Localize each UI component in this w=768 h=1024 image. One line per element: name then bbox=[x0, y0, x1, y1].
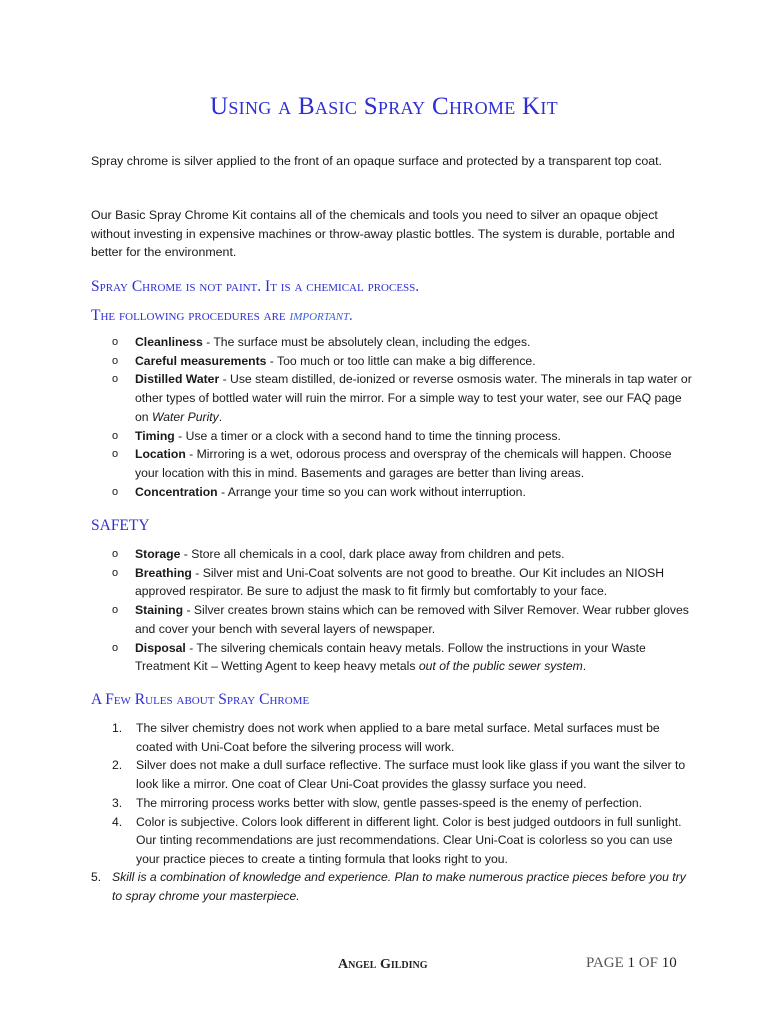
page-total: 10 bbox=[661, 955, 677, 971]
item-emphasis: Water Purity bbox=[151, 409, 219, 424]
rule-number: 5. bbox=[91, 870, 102, 884]
item-term: Breathing bbox=[135, 565, 192, 580]
item-text: - Silver creates brown stains which can be removed with Silver Remover. Wear rubber gloves and cover your bench with several layers of newspaper. bbox=[135, 603, 689, 636]
item-term: Distilled Water bbox=[135, 372, 220, 387]
item-term: Location bbox=[135, 447, 186, 462]
footer-page-number bbox=[586, 955, 677, 972]
heading-rules: A Few Rules about Spray Chrome bbox=[91, 691, 310, 708]
bullet-marker: o bbox=[112, 373, 119, 386]
procedures-list bbox=[112, 333, 692, 501]
list-item bbox=[112, 333, 692, 352]
list-item bbox=[112, 545, 692, 564]
rule-text: Skill is a combination of knowledge and experience. Plan to make numerous practice pieces before you try to spray chrome your masterpiece. bbox=[112, 870, 686, 903]
intro-paragraph-2: Our Basic Spray Chrome Kit contains all of the chemicals and tools you need to silver an opaque object without investing in expensive machines or throw-away plastic bottles. The system is durable, portable and better for the environment. bbox=[91, 208, 675, 259]
bullet-marker: o bbox=[112, 485, 119, 498]
item-text: - Use a timer or a clock with a second hand to time the tinning process. bbox=[174, 428, 561, 443]
list-item bbox=[112, 564, 692, 601]
list-item bbox=[112, 427, 692, 446]
bullet-marker: o bbox=[112, 566, 119, 579]
bullet-marker: o bbox=[112, 429, 119, 442]
list-item bbox=[112, 352, 692, 371]
item-term: Timing bbox=[135, 428, 175, 443]
rules-list bbox=[112, 719, 692, 869]
item-term: Disposal bbox=[135, 640, 186, 655]
list-item bbox=[112, 483, 692, 502]
bullet-marker: o bbox=[112, 448, 119, 461]
rule-text: The silver chemistry does not work when applied to a bare metal surface. Metal surfaces must be coated with Uni-Coat before the silvering process will work. bbox=[136, 721, 660, 754]
item-term: Cleanliness bbox=[135, 335, 203, 349]
item-emphasis: out of the public sewer system bbox=[418, 659, 583, 674]
bullet-marker: o bbox=[112, 354, 119, 367]
item-term: Storage bbox=[135, 547, 181, 561]
safety-list bbox=[112, 545, 692, 676]
rule-text: Color is subjective. Colors look different in different light. Color is best judged outdoors in full sunlight. Our tinting recommendations are just recommendations. Clear Uni-Coat is colorless so you can use your practice pieces to create a tinting formula that looks right to you. bbox=[136, 814, 682, 866]
item-text: - Store all chemicals in a cool, dark place away from children and pets. bbox=[180, 547, 565, 561]
heading-procedures-emphasis: important. bbox=[289, 307, 354, 324]
footer-company-name: Angel Gilding bbox=[338, 957, 428, 972]
intro-paragraph-1: Spray chrome is silver applied to the front of an opaque surface and protected by a transparent top coat. bbox=[91, 154, 662, 168]
rule-number: 3. bbox=[112, 795, 123, 810]
item-text: - Use steam distilled, de-ionized or reverse osmosis water. The minerals in tap water or other types of bottled water will ruin the mirror. For a simple way to test your water, see our FAQ page on bbox=[135, 372, 692, 424]
rule-number: 1. bbox=[112, 721, 123, 735]
of-label: OF bbox=[638, 955, 658, 971]
rule-item bbox=[112, 794, 692, 813]
rule-number: 4. bbox=[112, 814, 123, 829]
item-text: - Silver mist and Uni-Coat solvents are not good to breathe. Our Kit includes an NIOSH approved respirator. Be sure to adjust the mask to fit firmly but comfortably to your face. bbox=[135, 565, 665, 599]
item-term: Careful measurements bbox=[135, 353, 267, 368]
page-label: PAGE bbox=[586, 955, 624, 971]
heading-safety: SAFETY bbox=[91, 517, 150, 534]
item-text: - The silvering chemicals contain heavy metals. Follow the instructions in your Waste Treatment Kit – Wetting Agent to keep heavy metals bbox=[135, 640, 646, 674]
rule-item bbox=[112, 719, 692, 756]
item-term: Concentration bbox=[135, 484, 218, 499]
rule-number: 2. bbox=[112, 758, 123, 773]
heading-procedures-text: The following procedures are bbox=[91, 307, 286, 324]
item-term: Staining bbox=[135, 603, 184, 618]
item-tail: . bbox=[582, 659, 587, 674]
page-current: 1 bbox=[627, 955, 636, 971]
rule-text: Silver does not make a dull surface reflective. The surface must look like glass if you want the silver to look like a mirror. One coat of Clear Uni-Coat provides the glassy surface you need. bbox=[136, 758, 686, 792]
bullet-marker: o bbox=[112, 548, 119, 560]
bullet-marker: o bbox=[112, 336, 119, 348]
heading-not-paint: Spray Chrome is not paint. It is a chemical process. bbox=[91, 278, 420, 295]
list-item bbox=[112, 445, 692, 482]
bullet-marker: o bbox=[112, 641, 119, 654]
list-item bbox=[112, 370, 692, 426]
rule-item bbox=[112, 813, 692, 869]
heading-procedures bbox=[91, 307, 353, 325]
list-item bbox=[112, 601, 692, 638]
bullet-marker: o bbox=[112, 604, 119, 617]
page-title: Using a Basic Spray Chrome Kit bbox=[210, 93, 558, 120]
rule-text: The mirroring process works better with slow, gentle passes-speed is the enemy of perfection. bbox=[136, 795, 643, 810]
item-text: - The surface must be absolutely clean, including the edges. bbox=[202, 335, 531, 349]
item-tail: . bbox=[218, 409, 223, 424]
rule-item bbox=[112, 756, 692, 793]
item-text: - Mirroring is a wet, odorous process and overspray of the chemicals will happen. Choose your location with this in mind. Basements and garages are better than living areas. bbox=[135, 447, 672, 480]
item-text: - Arrange your time so you can work without interruption. bbox=[217, 484, 526, 499]
item-text: - Too much or too little can make a big difference. bbox=[266, 353, 536, 368]
rule-item-5 bbox=[91, 868, 691, 905]
list-item bbox=[112, 639, 692, 676]
